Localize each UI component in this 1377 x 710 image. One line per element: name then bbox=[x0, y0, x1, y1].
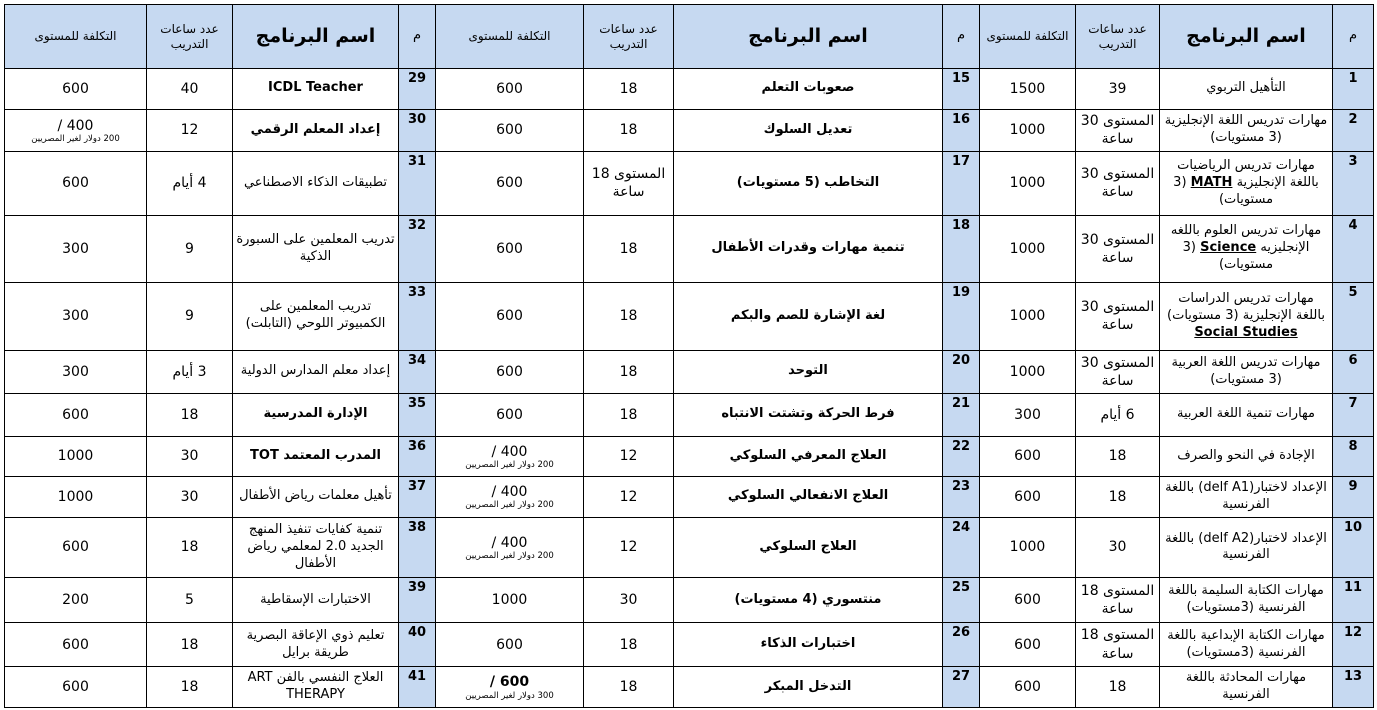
row-number: 38 bbox=[399, 517, 436, 578]
cost-value: 1000 bbox=[1009, 363, 1046, 380]
cost-value: 1000 bbox=[1009, 240, 1046, 257]
level-cost bbox=[5, 152, 147, 216]
level-cost bbox=[436, 667, 584, 708]
level-cost bbox=[436, 215, 584, 282]
level-cost bbox=[5, 517, 147, 578]
cost-value: 600 bbox=[496, 80, 523, 97]
program-name bbox=[1160, 436, 1333, 477]
cost-value: 600 bbox=[496, 240, 523, 257]
training-hours: 18 bbox=[147, 517, 233, 578]
program-name-text: اختبارات الذكاء bbox=[760, 636, 856, 652]
program-name bbox=[233, 152, 399, 216]
program-name bbox=[233, 215, 399, 282]
program-name-text: تأهيل معلمات رياض الأطفال bbox=[239, 488, 392, 504]
program-name bbox=[1160, 394, 1333, 437]
training-hours: 30 bbox=[147, 477, 233, 518]
program-name bbox=[1160, 350, 1333, 394]
header-training-hours: عدد ساعات التدريب bbox=[1076, 5, 1160, 69]
cost-value: 300 bbox=[62, 363, 89, 380]
program-name bbox=[1160, 622, 1333, 667]
cost-value: 600 bbox=[62, 80, 89, 97]
training-hours: 18 bbox=[584, 394, 674, 437]
row-number: 41 bbox=[399, 667, 436, 708]
program-name-text: تدريب المعلمين على السبورة الذكية bbox=[236, 231, 395, 264]
row-number: 6 bbox=[1333, 350, 1374, 394]
program-name bbox=[1160, 215, 1333, 282]
table-row bbox=[5, 282, 1374, 350]
table-row bbox=[5, 394, 1374, 437]
row-number: 11 bbox=[1333, 578, 1374, 623]
level-cost bbox=[436, 109, 584, 152]
header-level-cost: التكلفة للمستوى bbox=[980, 5, 1076, 69]
row-number: 40 bbox=[399, 622, 436, 667]
training-hours: المستوى 18 ساعة bbox=[584, 152, 674, 216]
program-name-text: تطبيقات الذكاء الاصطناعي bbox=[243, 174, 388, 190]
program-name bbox=[233, 69, 399, 110]
cost-value: 600 bbox=[496, 636, 523, 653]
row-number: 7 bbox=[1333, 394, 1374, 437]
training-hours: 18 bbox=[147, 622, 233, 667]
programs-table bbox=[4, 4, 1374, 708]
level-cost bbox=[980, 394, 1076, 437]
program-name-text: الإعداد لاختبار(delf A1) باللغة الفرنسية bbox=[1165, 479, 1327, 512]
row-number: 19 bbox=[943, 282, 980, 350]
training-hours: 18 bbox=[584, 350, 674, 394]
table-row bbox=[5, 578, 1374, 623]
program-name bbox=[1160, 477, 1333, 518]
row-number: 9 bbox=[1333, 477, 1374, 518]
cost-value: 600 bbox=[496, 406, 523, 423]
level-cost bbox=[5, 69, 147, 110]
cost-value: 600 bbox=[62, 636, 89, 653]
program-name-text: المدرب المعتمد TOT bbox=[250, 447, 381, 463]
program-name bbox=[674, 477, 943, 518]
program-name-text: مهارات تدريس اللغة العربية (3 مستويات) bbox=[1171, 354, 1321, 387]
level-cost bbox=[436, 152, 584, 216]
program-name bbox=[674, 578, 943, 623]
training-hours: 9 bbox=[147, 282, 233, 350]
row-number: 22 bbox=[943, 436, 980, 477]
cost-value: 600 bbox=[1014, 448, 1041, 465]
training-hours: 4 أيام bbox=[147, 152, 233, 216]
training-hours: 5 bbox=[147, 578, 233, 623]
level-cost bbox=[980, 109, 1076, 152]
cost-value: 600 bbox=[496, 307, 523, 324]
program-name bbox=[674, 69, 943, 110]
table-row bbox=[5, 436, 1374, 477]
cost-value: 300 bbox=[62, 307, 89, 324]
training-hours: 18 bbox=[584, 667, 674, 708]
header-training-hours: عدد ساعات التدريب bbox=[147, 5, 233, 69]
training-hours: المستوى 30 ساعة bbox=[1076, 109, 1160, 152]
level-cost bbox=[436, 394, 584, 437]
row-number: 32 bbox=[399, 215, 436, 282]
level-cost bbox=[5, 578, 147, 623]
training-hours: 12 bbox=[584, 517, 674, 578]
level-cost bbox=[980, 578, 1076, 623]
level-cost bbox=[436, 69, 584, 110]
cost-value: 400 / bbox=[491, 534, 528, 551]
program-name bbox=[1160, 578, 1333, 623]
program-name bbox=[233, 477, 399, 518]
row-number: 29 bbox=[399, 69, 436, 110]
program-name bbox=[674, 152, 943, 216]
program-name-text: الإجادة في النحو والصرف bbox=[1177, 447, 1315, 463]
table-row bbox=[5, 517, 1374, 578]
program-name bbox=[233, 109, 399, 152]
program-name-text: التأهيل التربوي bbox=[1206, 80, 1286, 96]
program-name-emphasis: MATH bbox=[1190, 174, 1233, 190]
training-hours: 18 bbox=[584, 282, 674, 350]
cost-note: 200 دولار لغير المصريين bbox=[465, 459, 554, 470]
program-name-emphasis: Social Studies bbox=[1194, 324, 1298, 340]
level-cost bbox=[436, 350, 584, 394]
row-number: 15 bbox=[943, 69, 980, 110]
program-name-text: لغة الإشارة للصم والبكم bbox=[730, 307, 886, 323]
program-name-text: تعليم ذوي الإعاقة البصرية طريقة برايل bbox=[246, 627, 385, 660]
level-cost bbox=[436, 282, 584, 350]
program-name bbox=[674, 350, 943, 394]
program-name bbox=[233, 282, 399, 350]
program-name-text: العلاج المعرفي السلوكي bbox=[729, 447, 887, 463]
cost-value: 600 bbox=[496, 175, 523, 192]
program-name bbox=[1160, 517, 1333, 578]
training-hours: 18 bbox=[584, 622, 674, 667]
header-m: م bbox=[943, 5, 980, 69]
program-name-text: العلاج الانفعالي السلوكي bbox=[727, 488, 889, 504]
training-hours: المستوى 30 ساعة bbox=[1076, 350, 1160, 394]
cost-value: 400 / bbox=[57, 117, 94, 134]
level-cost bbox=[436, 477, 584, 518]
row-number: 31 bbox=[399, 152, 436, 216]
header-level-cost: التكلفة للمستوى bbox=[5, 5, 147, 69]
program-name bbox=[233, 394, 399, 437]
level-cost bbox=[980, 436, 1076, 477]
cost-value: 600 bbox=[1014, 679, 1041, 696]
row-number: 8 bbox=[1333, 436, 1374, 477]
level-cost bbox=[980, 152, 1076, 216]
table-row bbox=[5, 667, 1374, 708]
program-name-text: فرط الحركة وتشتت الانتباه bbox=[721, 406, 895, 422]
row-number: 12 bbox=[1333, 622, 1374, 667]
program-name-text: مهارات تنمية اللغة العربية bbox=[1176, 406, 1316, 422]
level-cost bbox=[5, 436, 147, 477]
program-name-text: مهارات تدريس الرياضيات باللغة الإنجليزية bbox=[1177, 158, 1319, 190]
level-cost bbox=[436, 436, 584, 477]
cost-value: 600 bbox=[1014, 488, 1041, 505]
program-name bbox=[1160, 69, 1333, 110]
row-number: 27 bbox=[943, 667, 980, 708]
program-name bbox=[674, 436, 943, 477]
program-name-text: صعوبات التعلم bbox=[761, 80, 855, 96]
header-row bbox=[5, 5, 1374, 69]
row-number: 35 bbox=[399, 394, 436, 437]
row-number: 37 bbox=[399, 477, 436, 518]
cost-value: 600 bbox=[62, 406, 89, 423]
level-cost bbox=[436, 517, 584, 578]
row-number: 3 bbox=[1333, 152, 1374, 216]
program-name-text: تعديل السلوك bbox=[763, 121, 853, 137]
program-name bbox=[674, 109, 943, 152]
program-name-text: مهارات المحادثة باللغة الفرنسية bbox=[1185, 670, 1307, 703]
table-row bbox=[5, 69, 1374, 110]
program-name bbox=[674, 622, 943, 667]
row-number: 16 bbox=[943, 109, 980, 152]
program-name bbox=[1160, 667, 1333, 708]
program-name-text: التدخل المبكر bbox=[764, 678, 852, 694]
cost-note: 200 دولار لغير المصريين bbox=[465, 550, 554, 561]
training-hours: 18 bbox=[1076, 667, 1160, 708]
row-number: 33 bbox=[399, 282, 436, 350]
training-hours: المستوى 18 ساعة bbox=[1076, 578, 1160, 623]
cost-note: 200 دولار لغير المصريين bbox=[465, 500, 554, 511]
program-name bbox=[233, 350, 399, 394]
program-name-emphasis: Science bbox=[1200, 240, 1257, 256]
training-hours: 30 bbox=[1076, 517, 1160, 578]
cost-value: 1000 bbox=[57, 488, 94, 505]
training-hours: المستوى 30 ساعة bbox=[1076, 152, 1160, 216]
level-cost bbox=[5, 622, 147, 667]
program-name-text: تنمية كفايات تنفيذ المنهج الجديد 2.0 لمعلمي رياض الأطفال bbox=[247, 522, 384, 571]
table-row bbox=[5, 622, 1374, 667]
program-name-text: الاختبارات الإسقاطية bbox=[260, 591, 371, 607]
program-name-text: مهارات تدريس العلوم باللغه الإنجليزيه bbox=[1170, 223, 1322, 256]
training-hours: 12 bbox=[147, 109, 233, 152]
program-name-text: العلاج السلوكي bbox=[759, 538, 857, 554]
training-hours: 12 bbox=[584, 436, 674, 477]
table-row bbox=[5, 350, 1374, 394]
level-cost bbox=[5, 215, 147, 282]
level-cost bbox=[436, 578, 584, 623]
table-row bbox=[5, 477, 1374, 518]
training-hours: 39 bbox=[1076, 69, 1160, 110]
cost-value: 600 bbox=[496, 122, 523, 139]
row-number: 21 bbox=[943, 394, 980, 437]
cost-value: 600 bbox=[62, 679, 89, 696]
cost-value: 300 bbox=[62, 240, 89, 257]
program-name-text: العلاج النفسي بالفن ART THERAPY bbox=[247, 670, 384, 703]
level-cost bbox=[436, 622, 584, 667]
cost-value: 600 bbox=[496, 363, 523, 380]
table-row bbox=[5, 109, 1374, 152]
program-name bbox=[233, 622, 399, 667]
program-name bbox=[233, 578, 399, 623]
level-cost bbox=[980, 622, 1076, 667]
training-hours: 18 bbox=[147, 667, 233, 708]
program-name-suffix: (3 مستويات) bbox=[1173, 174, 1274, 207]
program-name-text: منتسوري (4 مستويات) bbox=[734, 591, 882, 607]
row-number: 39 bbox=[399, 578, 436, 623]
training-hours: 6 أيام bbox=[1076, 394, 1160, 437]
row-number: 13 bbox=[1333, 667, 1374, 708]
header-program-name: اسم البرنامج bbox=[233, 5, 399, 69]
level-cost bbox=[980, 215, 1076, 282]
row-number: 10 bbox=[1333, 517, 1374, 578]
row-number: 26 bbox=[943, 622, 980, 667]
program-name-text: مهارات تدريس الدراسات باللغة الإنجليزية (3 مستويات) bbox=[1167, 290, 1325, 323]
training-hours: 3 أيام bbox=[147, 350, 233, 394]
level-cost bbox=[980, 667, 1076, 708]
header-m: م bbox=[1333, 5, 1374, 69]
training-hours: 18 bbox=[584, 215, 674, 282]
program-name bbox=[674, 215, 943, 282]
level-cost bbox=[980, 350, 1076, 394]
training-hours: المستوى 30 ساعة bbox=[1076, 215, 1160, 282]
cost-value: 1000 bbox=[1009, 539, 1046, 556]
row-number: 34 bbox=[399, 350, 436, 394]
level-cost bbox=[5, 350, 147, 394]
program-name-text: إعداد معلم المدارس الدولية bbox=[240, 363, 391, 379]
training-hours: 12 bbox=[584, 477, 674, 518]
program-name bbox=[674, 517, 943, 578]
program-name bbox=[674, 394, 943, 437]
program-name-text: ICDL Teacher bbox=[268, 80, 363, 96]
cost-value: 600 bbox=[62, 175, 89, 192]
cost-value: 400 / bbox=[491, 484, 528, 501]
cost-note: 300 دولار لغير المصريين bbox=[465, 690, 554, 701]
header-program-name: اسم البرنامج bbox=[674, 5, 943, 69]
header-program-name: اسم البرنامج bbox=[1160, 5, 1333, 69]
training-hours: المستوى 30 ساعة bbox=[1076, 282, 1160, 350]
program-name bbox=[1160, 282, 1333, 350]
program-name-text: التوحد bbox=[788, 363, 828, 379]
cost-note: 200 دولار لغير المصريين bbox=[31, 133, 120, 144]
training-hours: 18 bbox=[584, 69, 674, 110]
training-hours: 30 bbox=[147, 436, 233, 477]
training-hours: 18 bbox=[1076, 436, 1160, 477]
row-number: 18 bbox=[943, 215, 980, 282]
header-training-hours: عدد ساعات التدريب bbox=[584, 5, 674, 69]
header-m: م bbox=[399, 5, 436, 69]
program-name bbox=[233, 517, 399, 578]
row-number: 36 bbox=[399, 436, 436, 477]
level-cost bbox=[980, 69, 1076, 110]
cost-value: 200 bbox=[62, 591, 89, 608]
program-name-text: تدريب المعلمين على الكمبيوتر اللوحي (التابلت) bbox=[245, 299, 386, 332]
row-number: 17 bbox=[943, 152, 980, 216]
cost-value: 1000 bbox=[1009, 307, 1046, 324]
program-name-text: الإدارة المدرسية bbox=[263, 406, 368, 422]
program-name bbox=[1160, 109, 1333, 152]
cost-value: 300 bbox=[1014, 406, 1041, 423]
level-cost bbox=[5, 667, 147, 708]
program-name bbox=[233, 667, 399, 708]
training-hours: 18 bbox=[584, 109, 674, 152]
program-name bbox=[1160, 152, 1333, 216]
level-cost bbox=[980, 517, 1076, 578]
training-hours: المستوى 18 ساعة bbox=[1076, 622, 1160, 667]
training-hours: 40 bbox=[147, 69, 233, 110]
level-cost bbox=[5, 282, 147, 350]
cost-value: 1000 bbox=[1009, 122, 1046, 139]
program-name-text: التخاطب (5 مستويات) bbox=[736, 174, 880, 190]
row-number: 1 bbox=[1333, 69, 1374, 110]
cost-value: 1000 bbox=[1009, 175, 1046, 192]
cost-value: 1000 bbox=[57, 448, 94, 465]
row-number: 23 bbox=[943, 477, 980, 518]
row-number: 2 bbox=[1333, 109, 1374, 152]
level-cost bbox=[5, 394, 147, 437]
program-name-text: مهارات الكتابة الإبداعية باللغة الفرنسية (3مستويات) bbox=[1167, 627, 1325, 660]
cost-value: 400 / bbox=[491, 443, 528, 460]
program-name-text: مهارات تدريس اللغة الإنجليزية (3 مستويات) bbox=[1164, 113, 1328, 146]
cost-value: 600 / bbox=[489, 674, 530, 691]
program-name-text: تنمية مهارات وقدرات الأطفال bbox=[711, 240, 905, 256]
level-cost bbox=[5, 109, 147, 152]
table-row bbox=[5, 152, 1374, 216]
training-hours: 9 bbox=[147, 215, 233, 282]
program-name bbox=[233, 436, 399, 477]
cost-value: 600 bbox=[1014, 636, 1041, 653]
row-number: 4 bbox=[1333, 215, 1374, 282]
row-number: 25 bbox=[943, 578, 980, 623]
level-cost bbox=[980, 477, 1076, 518]
table-body bbox=[5, 69, 1374, 708]
cost-value: 1000 bbox=[491, 591, 528, 608]
table-row bbox=[5, 215, 1374, 282]
row-number: 5 bbox=[1333, 282, 1374, 350]
level-cost bbox=[980, 282, 1076, 350]
program-name bbox=[674, 667, 943, 708]
row-number: 30 bbox=[399, 109, 436, 152]
program-name-suffix: (3 مستويات) bbox=[1182, 240, 1274, 273]
row-number: 20 bbox=[943, 350, 980, 394]
cost-value: 600 bbox=[1014, 591, 1041, 608]
cost-value: 1500 bbox=[1009, 80, 1046, 97]
header-level-cost: التكلفة للمستوى bbox=[436, 5, 584, 69]
program-name-text: مهارات الكتابة السليمة باللغة الفرنسية (3مستويات) bbox=[1168, 583, 1324, 616]
level-cost bbox=[5, 477, 147, 518]
training-hours: 30 bbox=[584, 578, 674, 623]
training-hours: 18 bbox=[147, 394, 233, 437]
program-name-text: الإعداد لاختبار(delf A2) باللغة الفرنسية bbox=[1165, 530, 1327, 563]
program-name bbox=[674, 282, 943, 350]
row-number: 24 bbox=[943, 517, 980, 578]
cost-value: 600 bbox=[62, 539, 89, 556]
training-hours: 18 bbox=[1076, 477, 1160, 518]
program-name-text: إعداد المعلم الرقمي bbox=[250, 121, 381, 137]
